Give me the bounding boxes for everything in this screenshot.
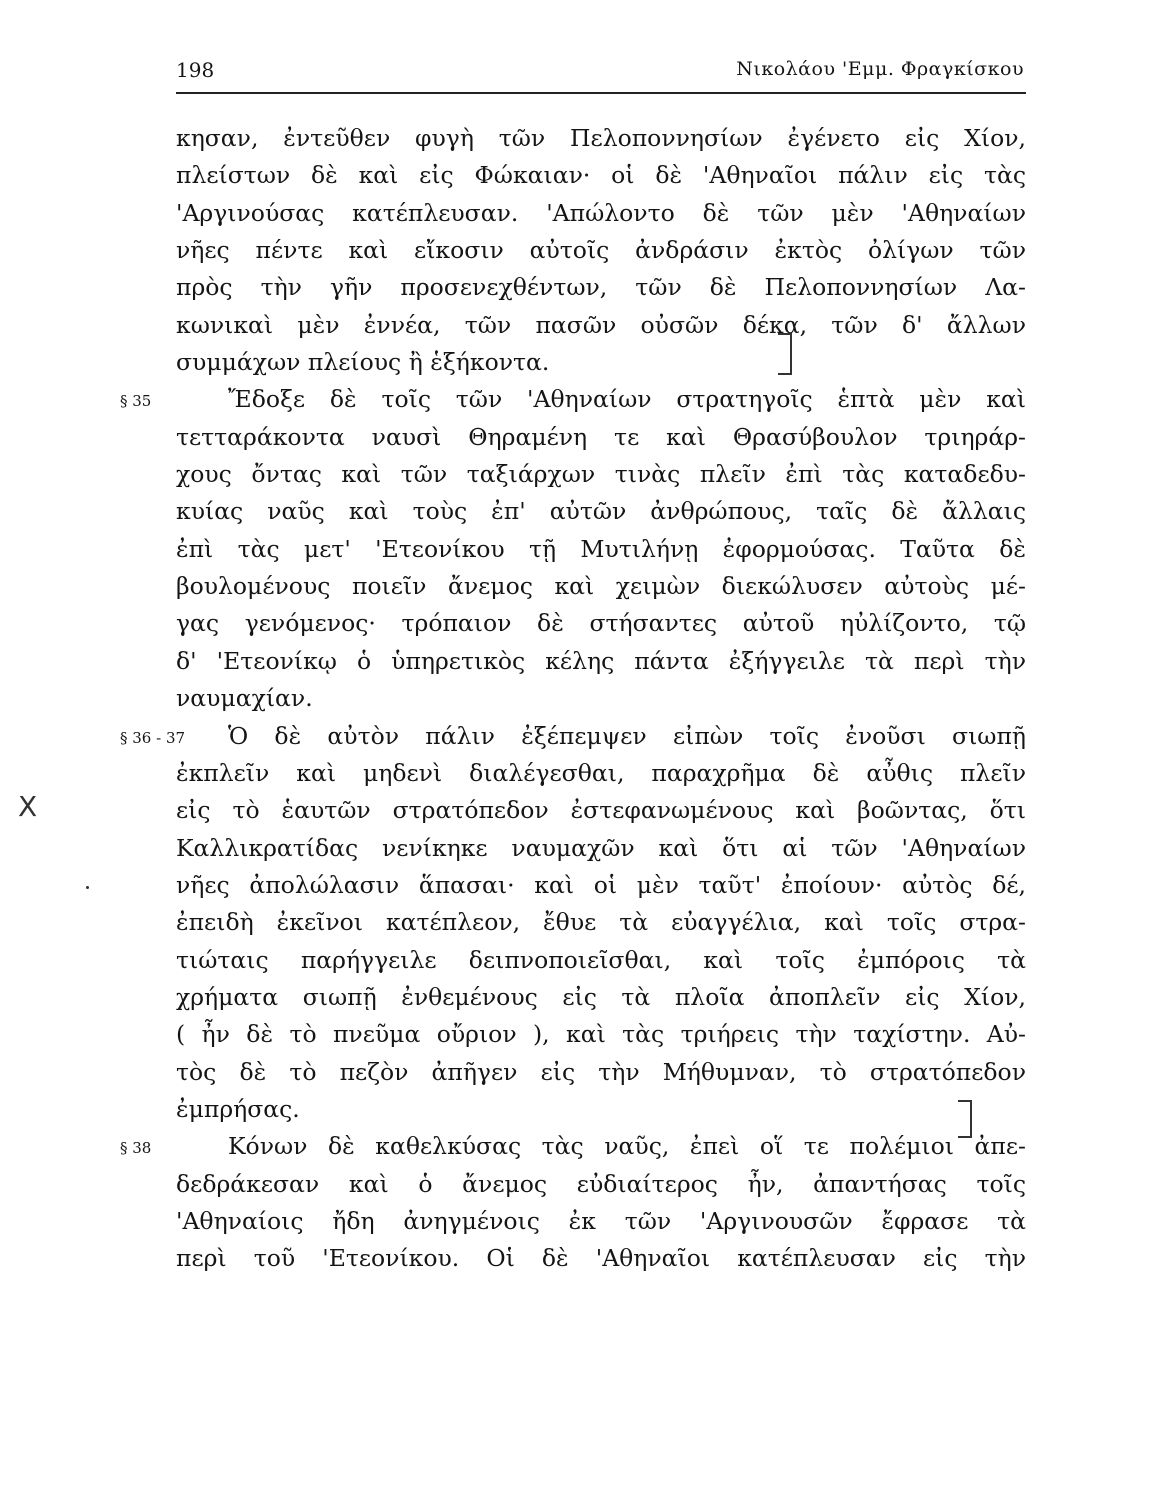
line-text: νῆες πέντε καὶ εἴκοσιν αὐτοῖς ἀνδράσιν ἐκτὸς ὀλίγων τῶν — [176, 236, 1026, 265]
body-text — [120, 120, 1026, 1278]
text-line — [120, 1128, 1026, 1165]
page-header — [176, 52, 1024, 92]
text-line — [176, 792, 1026, 829]
line-text: 'Αθηναίοις ἤδη ἀνηγμένοις ἐκ τῶν 'Αργινουσῶν ἔφρασε τὰ — [176, 1206, 1026, 1235]
line-text: τιώταις παρήγγειλε δειπνοποιεῖσθαι, καὶ τοῖς ἐμπόροις τὰ — [176, 945, 1026, 974]
text-line — [176, 344, 1026, 381]
text-line — [176, 1240, 1026, 1277]
line-text: τετταράκοντα ναυσὶ Θηραμένη τε καὶ Θρασύβουλον τριηράρ- — [176, 422, 1026, 451]
line-text: χους ὄντας καὶ τῶν ταξιάρχων τινὰς πλεῖν ἐπὶ τὰς καταδεδυ- — [176, 460, 1026, 489]
line-text: ἐμπρήσας. — [176, 1094, 300, 1123]
text-line — [176, 120, 1026, 157]
line-text: ( ἦν δὲ τὸ πνεῦμα οὔριον ), καὶ τὰς τριήρεις τὴν ταχίστην. Αὐ- — [176, 1020, 1026, 1049]
line-text: ἐκπλεῖν καὶ μηδενὶ διαλέγεσθαι, παραχρῆμα δὲ αὖθις πλεῖν — [176, 758, 1026, 787]
section-marker: § 35 — [120, 392, 152, 411]
page-number: 198 — [176, 58, 215, 82]
line-text: χρήματα σιωπῇ ἐνθεμένους εἰς τὰ πλοῖα ἀποπλεῖν εἰς Χίον, — [176, 982, 1026, 1011]
text-line — [176, 195, 1026, 232]
text-line — [176, 1203, 1026, 1240]
text-line — [176, 269, 1026, 306]
line-text: βουλομένους ποιεῖν ἄνεμος καὶ χειμὼν διεκώλυσεν αὐτοὺς μέ- — [176, 572, 1026, 601]
line-text: Ἔδοξε δὲ τοῖς τῶν 'Αθηναίων στρατηγοῖς ἑπτὰ μὲν καὶ — [228, 385, 1026, 414]
text-line — [176, 419, 1026, 456]
text-line — [176, 830, 1026, 867]
text-line — [176, 904, 1026, 941]
line-text: ἐπὶ τὰς μετ' 'Ετεονίκου τῇ Μυτιλήνῃ ἐφορμούσας. Ταῦτα δὲ — [176, 534, 1026, 563]
line-text: Καλλικρατίδας νενίκηκε ναυμαχῶν καὶ ὅτι αἱ τῶν 'Αθηναίων — [176, 833, 1026, 862]
text-line — [176, 307, 1026, 344]
text-line — [176, 1166, 1026, 1203]
text-line — [176, 979, 1026, 1016]
line-text: 'Αργινούσας κατέπλευσαν. 'Απώλοντο δὲ τῶν μὲν 'Αθηναίων — [176, 198, 1026, 227]
line-text: Ὁ δὲ αὐτὸν πάλιν ἐξέπεμψεν εἰπὼν τοῖς ἐνοῦσι σιωπῇ — [228, 721, 1026, 750]
line-text: ναυμαχίαν. — [176, 684, 313, 713]
text-line — [176, 942, 1026, 979]
text-line — [176, 1054, 1026, 1091]
line-text: δεδράκεσαν καὶ ὁ ἄνεμος εὐδιαίτερος ἦν, ἀπαντήσας τοῖς — [176, 1169, 1026, 1198]
margin-dot — [86, 886, 89, 889]
handwritten-x-mark: X — [18, 790, 38, 823]
line-text: κησαν, ἐντεῦθεν φυγὴ τῶν Πελοποννησίων ἐγένετο εἰς Χίον, — [176, 124, 1026, 152]
text-line — [176, 1091, 1026, 1128]
text-line — [176, 232, 1026, 269]
text-line — [176, 605, 1026, 642]
line-text: γας γενόμενος· τρόπαιον δὲ στήσαντες αὐτοῦ ηὐλίζοντο, τῷ — [176, 609, 1026, 638]
text-line — [120, 718, 1026, 755]
line-text: πρὸς τὴν γῆν προσενεχθέντων, τῶν δὲ Πελοποννησίων Λα- — [176, 273, 1026, 302]
text-line — [176, 680, 1026, 717]
line-text: τὸς δὲ τὸ πεζὸν ἀπῆγεν εἰς τὴν Μήθυμναν, τὸ στρατόπεδον — [176, 1057, 1026, 1086]
text-line — [176, 867, 1026, 904]
text-line — [176, 531, 1026, 568]
text-line — [120, 381, 1026, 418]
running-head: Νικολάου 'Εμμ. Φραγκίσκου — [736, 58, 1024, 80]
line-text: περὶ τοῦ 'Ετεονίκου. Οἱ δὲ 'Αθηναῖοι κατέπλευσαν εἰς τὴν — [176, 1244, 1026, 1273]
line-text: συμμάχων πλείους ἢ ἑξήκοντα. — [176, 348, 550, 377]
line-text: πλείστων δὲ καὶ εἰς Φώκαιαν· οἱ δὲ 'Αθηναῖοι πάλιν εἰς τὰς — [176, 161, 1026, 190]
text-line — [176, 493, 1026, 530]
text-line — [176, 568, 1026, 605]
line-text: ἐπειδὴ ἐκεῖνοι κατέπλεον, ἔθυε τὰ εὐαγγέλια, καὶ τοῖς στρα- — [176, 908, 1026, 937]
section-marker: § 38 — [120, 1139, 152, 1158]
line-text: κυίας ναῦς καὶ τοὺς ἐπ' αὐτῶν ἀνθρώπους, ταῖς δὲ ἄλλαις — [176, 497, 1026, 526]
text-line — [176, 643, 1026, 680]
text-line — [176, 456, 1026, 493]
line-text: εἰς τὸ ἑαυτῶν στρατόπεδον ἐστεφανωμένους καὶ βοῶντας, ὅτι — [176, 796, 1026, 825]
section-marker: § 36 - 37 — [120, 728, 186, 747]
text-line — [176, 1016, 1026, 1053]
line-text: δ' 'Ετεονίκῳ ὁ ὑπηρετικὸς κέλης πάντα ἐξήγγειλε τὰ περὶ τὴν — [176, 646, 1026, 675]
header-rule — [176, 92, 1026, 94]
text-line — [176, 755, 1026, 792]
text-line — [176, 157, 1026, 194]
line-text: κωνικαὶ μὲν ἐννέα, τῶν πασῶν οὐσῶν δέκα, τῶν δ' ἄλλων — [176, 310, 1026, 339]
line-text: Κόνων δὲ καθελκύσας τὰς ναῦς, ἐπεὶ οἵ τε πολέμιοι ἀπε- — [228, 1132, 1026, 1161]
line-text: νῆες ἀπολώλασιν ἅπασαι· καὶ οἱ μὲν ταῦτ' ἐποίουν· αὐτὸς δέ, — [176, 870, 1026, 899]
